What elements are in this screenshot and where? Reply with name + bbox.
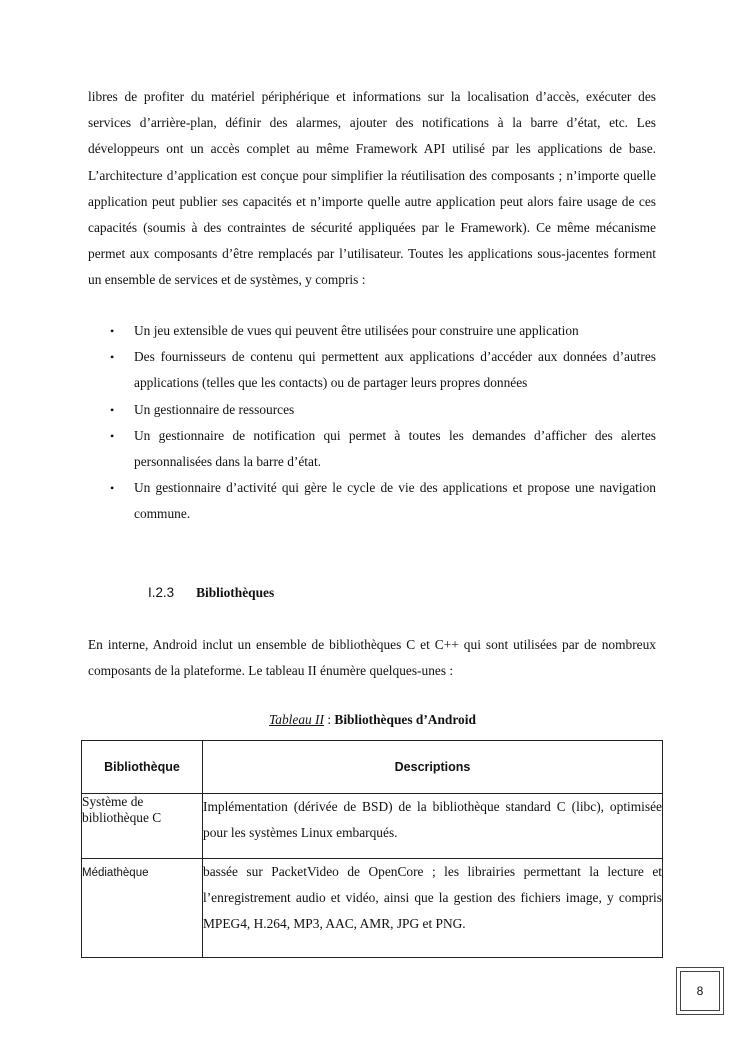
bullet-icon: • <box>110 481 115 496</box>
list-item-text: Un gestionnaire de ressources <box>134 401 295 417</box>
list-item <box>88 344 656 396</box>
table-row <box>82 794 663 859</box>
table-caption <box>0 712 745 728</box>
list-item <box>88 397 656 423</box>
services-bullet-list <box>88 318 656 528</box>
list-item <box>88 318 656 344</box>
list-item-text: Des fournisseurs de contenu qui permettent aux applications d’accéder aux données d’autres applications (telles que les contacts) ou de partager leurs propres données <box>134 349 656 391</box>
bullet-icon: • <box>110 402 115 417</box>
list-item <box>88 423 656 475</box>
paragraph-framework-intro: libres de profiter du matériel périphérique et informations sur la localisation d’accès, exécuter des services d’arrière-plan, définir des alarmes, ajouter des notifications à la barre d’état, etc. Les développeurs ont un accès complet au même Framework API utilisé par les applications de base. L’architecture d’application est conçue pour simplifier la réutilisation des composants ; n’importe quelle application peut publier ses capacités et n’importe quelle autre application peut alors faire usage de ces capacités (soumis à des contraintes de sécurité appliquées par le Framework). Ce même mécanisme permet aux composants d’être remplacés par l’utilisateur. Toutes les applications sous-jacentes forment un ensemble de services et de systèmes, y compris : <box>88 89 656 288</box>
page-number: 8 <box>680 971 720 1011</box>
library-name-cell: Médiathèque <box>82 859 203 958</box>
paragraph-libraries-intro: En interne, Android inclut un ensemble de bibliothèques C et C++ qui sont utilisées par de nombreux composants de la plateforme. Le tableau II énumère quelques-unes : <box>88 637 656 679</box>
page-number-box <box>676 967 724 1015</box>
table-header-row <box>82 741 663 794</box>
table-caption-separator: : <box>323 712 335 727</box>
section-title: Bibliothèques <box>196 585 275 600</box>
column-header-descriptions: Descriptions <box>203 741 663 794</box>
bullet-icon: • <box>110 428 115 443</box>
list-item-text: Un gestionnaire d’activité qui gère le cycle de vie des applications et propose une navigation commune. <box>134 480 656 522</box>
table-row <box>82 859 663 958</box>
section-number: I.2.3 <box>148 585 175 600</box>
library-name-cell: Système de bibliothèque C <box>82 794 203 859</box>
list-item-text: Un gestionnaire de notification qui permet à toutes les demandes d’afficher des alertes personnalisées dans la barre d’état. <box>134 427 656 470</box>
library-description-cell: bassée sur PacketVideo de OpenCore ; les librairies permettant la lecture et l’enregistrement audio et vidéo, ainsi que la gestion des fichiers image, y compris MPEG4, H.264, MP3, AAC, AMR, JPG et PNG. <box>203 859 663 958</box>
column-header-library: Bibliothèque <box>82 741 203 794</box>
section-heading <box>148 585 274 601</box>
table-caption-title: Bibliothèques d’Android <box>334 712 476 727</box>
libraries-table <box>81 740 663 958</box>
bullet-icon: • <box>110 350 115 365</box>
list-item-text: Un jeu extensible de vues qui peuvent être utilisées pour construire une application <box>134 323 579 338</box>
library-description-cell: Implémentation (dérivée de BSD) de la bibliothèque standard C (libc), optimisée pour les systèmes Linux embarqués. <box>203 794 663 859</box>
bullet-icon: • <box>110 324 115 338</box>
table-caption-label: Tableau II <box>269 712 324 727</box>
list-item <box>88 475 656 527</box>
